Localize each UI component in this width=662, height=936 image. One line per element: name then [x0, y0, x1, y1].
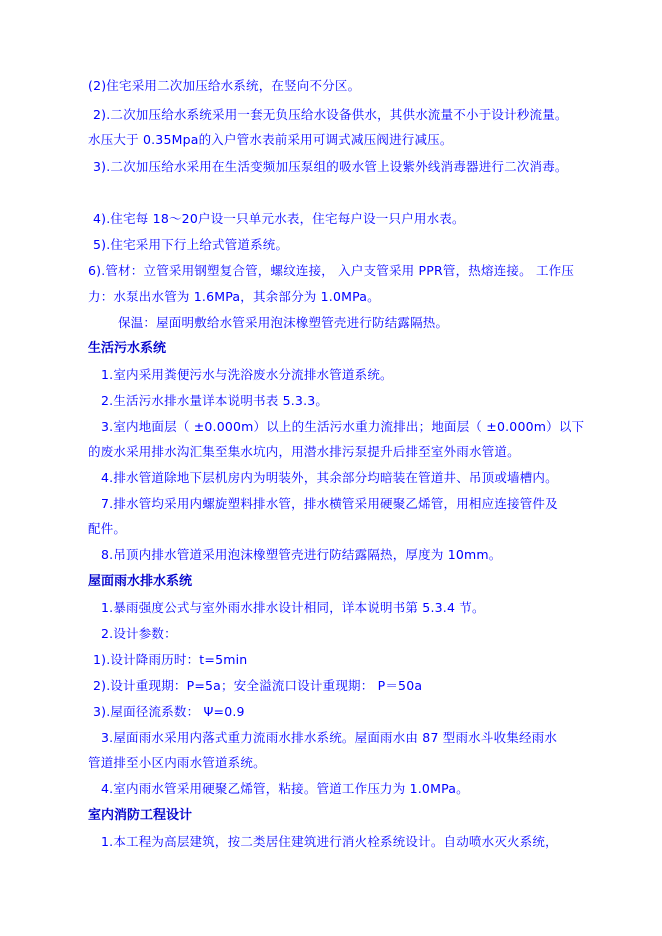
text-line: 1.暴雨强度公式与室外雨水排水设计相同，详本说明书第 5.3.4 节。 — [101, 600, 485, 615]
text-line: 力：水泵出水管为 1.6MPa，其余部分为 1.0MPa。 — [88, 289, 380, 304]
text-line: 3).二次加压给水采用在生活变频加压泵组的吸水管上设紫外线消毒器进行二次消毒。 — [93, 159, 568, 174]
text-line: 保温：屋面明敷给水管采用泡沫橡塑管壳进行防结露隔热。 — [118, 315, 449, 330]
text-line: 3.室内地面层（ ±0.000m）以上的生活污水重力流排出；地面层（ ±0.000m）以下 — [101, 419, 585, 434]
text-line: 5).住宅采用下行上给式管道系统。 — [93, 237, 289, 252]
text-line: 4.室内雨水管采用硬聚乙烯管，粘接。管道工作压力为 1.0MPa。 — [101, 781, 469, 796]
section-heading: 屋面雨水排水系统 — [88, 574, 193, 589]
text-line: 8.吊顶内排水管道采用泡沫橡塑管壳进行防结露隔热，厚度为 10mm。 — [101, 547, 502, 562]
text-line: 3.屋面雨水采用内落式重力流雨水排水系统。屋面雨水由 87 型雨水斗收集经雨水 — [101, 730, 558, 745]
text-line: 1).设计降雨历时：t=5min — [93, 652, 248, 667]
text-line: 7.排水管均采用内螺旋塑料排水管，排水横管采用硬聚乙烯管，用相应连接管件及 — [101, 496, 558, 511]
text-line: 1.本工程为高层建筑，按二类居住建筑进行消火栓系统设计。自动喷水灭火系统， — [101, 834, 558, 849]
text-line: 管道排至小区内雨水管道系统。 — [88, 755, 266, 770]
text-line: 3).屋面径流系数： Ψ=0.9 — [93, 704, 245, 719]
section-heading: 室内消防工程设计 — [88, 808, 193, 823]
text-line: 4.排水管道除地下层机房内为明装外，其余部分均暗装在管道井、吊顶或墙槽内。 — [101, 470, 558, 485]
text-line: (2)住宅采用二次加压给水系统，在竖向不分区。 — [88, 78, 361, 93]
text-line: 6).管材：立管采用钢塑复合管，螺纹连接， 入户支管采用 PPR管，热熔连接。 工作压 — [88, 263, 575, 278]
text-line: 2).二次加压给水系统采用一套无负压给水设备供水，其供水流量不小于设计秒流量。 — [93, 107, 568, 122]
text-line: 的废水采用排水沟汇集至集水坑内，用潜水排污泵提升后排至室外雨水管道。 — [88, 444, 520, 459]
text-line: 2.生活污水排水量详本说明书表 5.3.3。 — [101, 393, 329, 408]
text-line: 2.设计参数： — [101, 626, 177, 641]
text-line: 2).设计重现期：P=5a；安全溢流口设计重现期： P＝50a — [93, 678, 423, 693]
text-line: 配件。 — [88, 521, 127, 536]
text-line: 水压大于 0.35Mpa的入户管水表前采用可调式减压阀进行减压。 — [88, 132, 453, 147]
section-heading: 生活污水系统 — [88, 341, 167, 356]
text-line: 1.室内采用粪便污水与洗浴废水分流排水管道系统。 — [101, 367, 393, 382]
text-line: 4).住宅每 18～20户设一只单元水表，住宅每户设一只户用水表。 — [93, 211, 465, 226]
